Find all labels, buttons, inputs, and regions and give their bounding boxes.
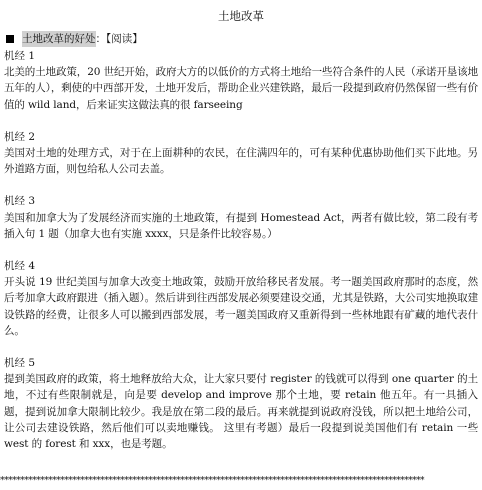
entry-5 <box>4 355 478 452</box>
entry-2 <box>4 129 478 178</box>
entry-label: 机经 2 <box>4 130 36 143</box>
section-heading <box>4 30 478 48</box>
square-bullet-icon <box>6 35 14 43</box>
entry-text: 美国对土地的处理方式，对于在上面耕种的农民，在住满四年的，可有某种优惠协助他们买下此地。另外道路方面，则包给私人公司去盖。 <box>4 147 478 176</box>
entry-label: 机经 1 <box>4 50 36 62</box>
section-heading-rest: ：【阅读】 <box>95 32 143 45</box>
separator-line: ********************************************************************************************************** <box>0 476 424 486</box>
section-heading-highlight: 土地改革的好处 <box>22 31 96 47</box>
page-title: 土地改革 <box>218 9 264 23</box>
entry-text: 提到美国政府的政策，将土地释放给大众，让大家只要付 register 的钱就可以得到 one quarter 的土地，不过有些限制就是，向是要 develop and improve 那个土地，要 retain 他五年。有一具插入题，提到说加拿大限制比较少。我是放在第二段的最后。再来就提到说政府没钱，所以把土地给公司，让公司去建设铁路，然后他们可以卖地赚钱。 这里有考题）最后一段提到说美国他们有 retain 一些 west 的 forest 和 xxx，也是考题。 <box>4 373 478 451</box>
entry-3 <box>4 193 478 242</box>
entry-1 <box>4 48 478 113</box>
entry-label: 机经 3 <box>4 195 36 208</box>
entry-text: 开头说 19 世纪美国与加拿大改变土地政策，鼓励开放给移民者发展。考一题美国政府那时的态度，然后考加拿大政府跟进（插入题）。然后讲到往西部发展必须要建设交通，尤其是铁路，大公司实地换取建设铁路的经费，让很多人可以搬到西部发展，考一题美国政府又重新得到一些林地跟有矿藏的地代表什么。 <box>4 276 478 337</box>
entry-text: 北美的土地政策，20 世纪开始，政府大方的以低价的方式将土地给一些符合条件的人民（承诺开垦该地五年的人），剩使的中西部开发，土地开发后，帮助企业兴建铁路，最后一段提到政府仍然保留一些有价值的 wild land，后来证实这做法真的很 farseeing <box>4 66 478 111</box>
entry-text: 美国和加拿大为了发展经济而实施的土地政策，有提到 Homestead Act，两者有做比较，第二段有考插入句 1 题（加拿大也有实施 xxxx，只是条件比较容易。） <box>4 211 478 240</box>
entry-4 <box>4 258 478 339</box>
entry-label: 机经 5 <box>4 357 36 370</box>
entry-label: 机经 4 <box>4 260 36 273</box>
